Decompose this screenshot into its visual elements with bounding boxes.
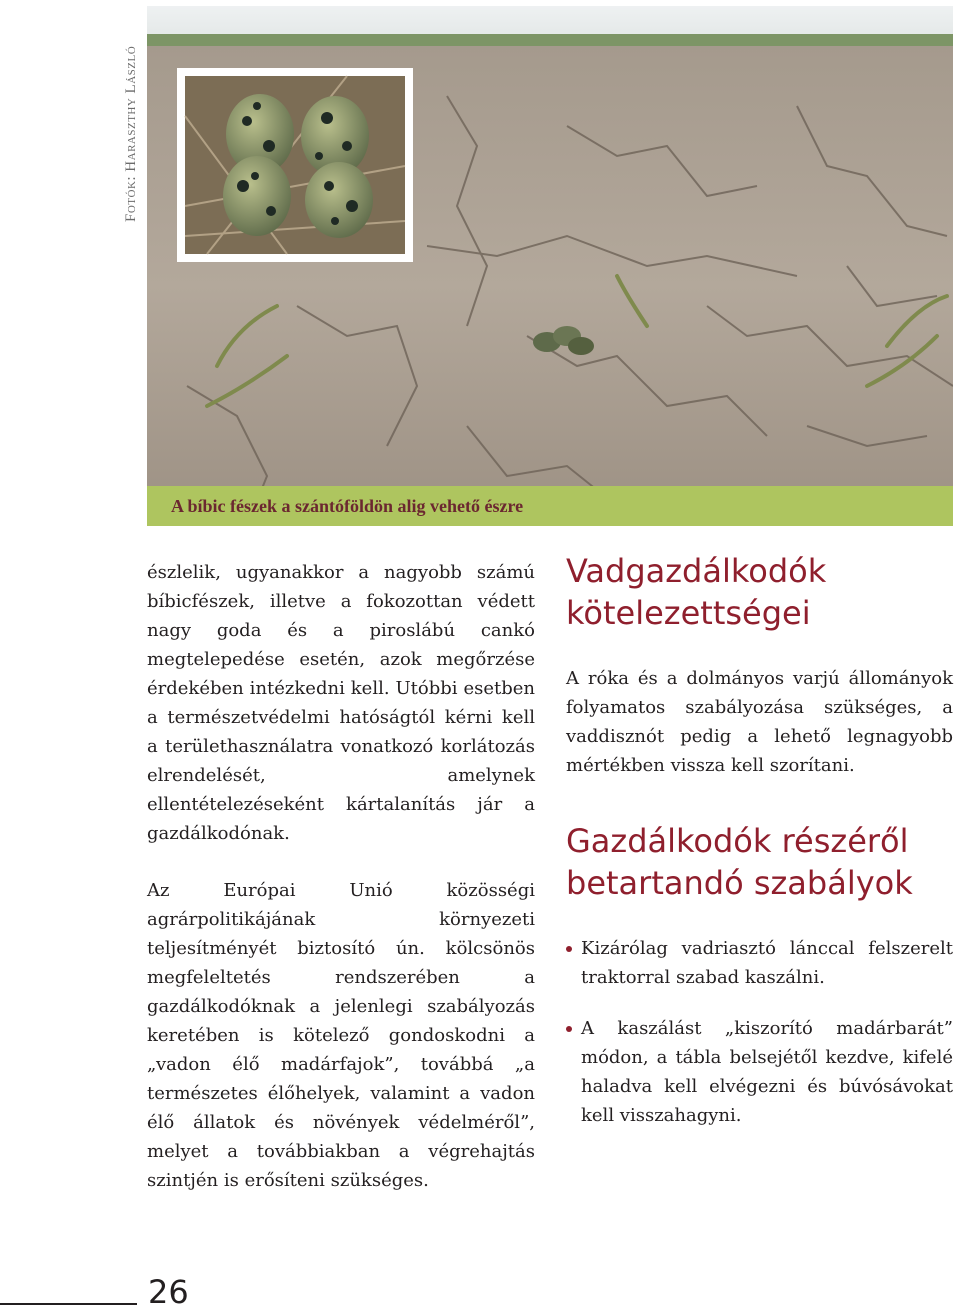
right-column	[566, 550, 953, 1152]
list-item	[566, 934, 953, 992]
photo-caption-text: A bíbic fészek a szántóföldön alig vehető észre	[171, 495, 524, 516]
photo-credit	[118, 8, 144, 222]
bullet-icon	[566, 946, 572, 952]
body-paragraph: észlelik, ugyanakkor a nagyobb számú bíbicfészek, illetve a fokozottan védett nagy goda és a piroslábú cankó megtelepedése esetén, azok megőrzése érdekében intézkedni kell. Utóbbi esetben a természetvédelmi hatóságtól kérni kell a területhasználatra vonatkozó korlátozás elrendelését, amelynek ellentételezéseként kártalanítás jár a gazdálkodónak.	[147, 562, 535, 844]
footer-rule	[0, 1303, 137, 1305]
list-item-text: Kizárólag vadriasztó lánccal felszerelt traktorral szabad kaszálni.	[581, 938, 953, 988]
photo-caption	[147, 486, 953, 526]
bullet-icon	[566, 1026, 572, 1032]
lapwing-nest-photo	[147, 6, 953, 526]
list-item	[566, 1014, 953, 1130]
section-heading-farmers: Gazdálkodók részéről betartandó szabályok	[566, 822, 913, 902]
section-body-hunters: A róka és a dolmányos varjú állományok folyamatos szabályozása szükséges, a vaddisznót pedig a lehető legnagyobb mértékben vissza kell szorítani.	[566, 668, 953, 776]
photo-credit-text: Fotók: Haraszthy László	[123, 45, 139, 222]
field-photo-illustration	[147, 6, 953, 526]
body-paragraph: Az Európai Unió közösségi agrárpolitikájának környezeti teljesítményét biztosító ún. kölcsönös megfeleltetés rendszerében a gazdálkodóknak a jelenlegi szabályozás keretében is kötelező gondoskodni a „vadon élő madárfajok”, továbbá „a természetes élőhelyek, valamint a vadon élő állatok és növények védelméről”, melyet a továbbiakban a végrehajtás szintjén is erősíteni szükséges.	[147, 880, 535, 1191]
section-heading-hunters: Vadgazdálkodók kötelezettségei	[566, 552, 827, 632]
list-item-text: A kaszálást „kiszorító madárbarát” módon, a tábla belsejétől kezdve, kifelé haladva kell elvégezni és búvósávokat kell visszahagyni.	[581, 1018, 953, 1126]
left-column	[147, 558, 535, 1223]
rules-list	[566, 934, 953, 1130]
page-number: 26	[148, 1273, 189, 1311]
